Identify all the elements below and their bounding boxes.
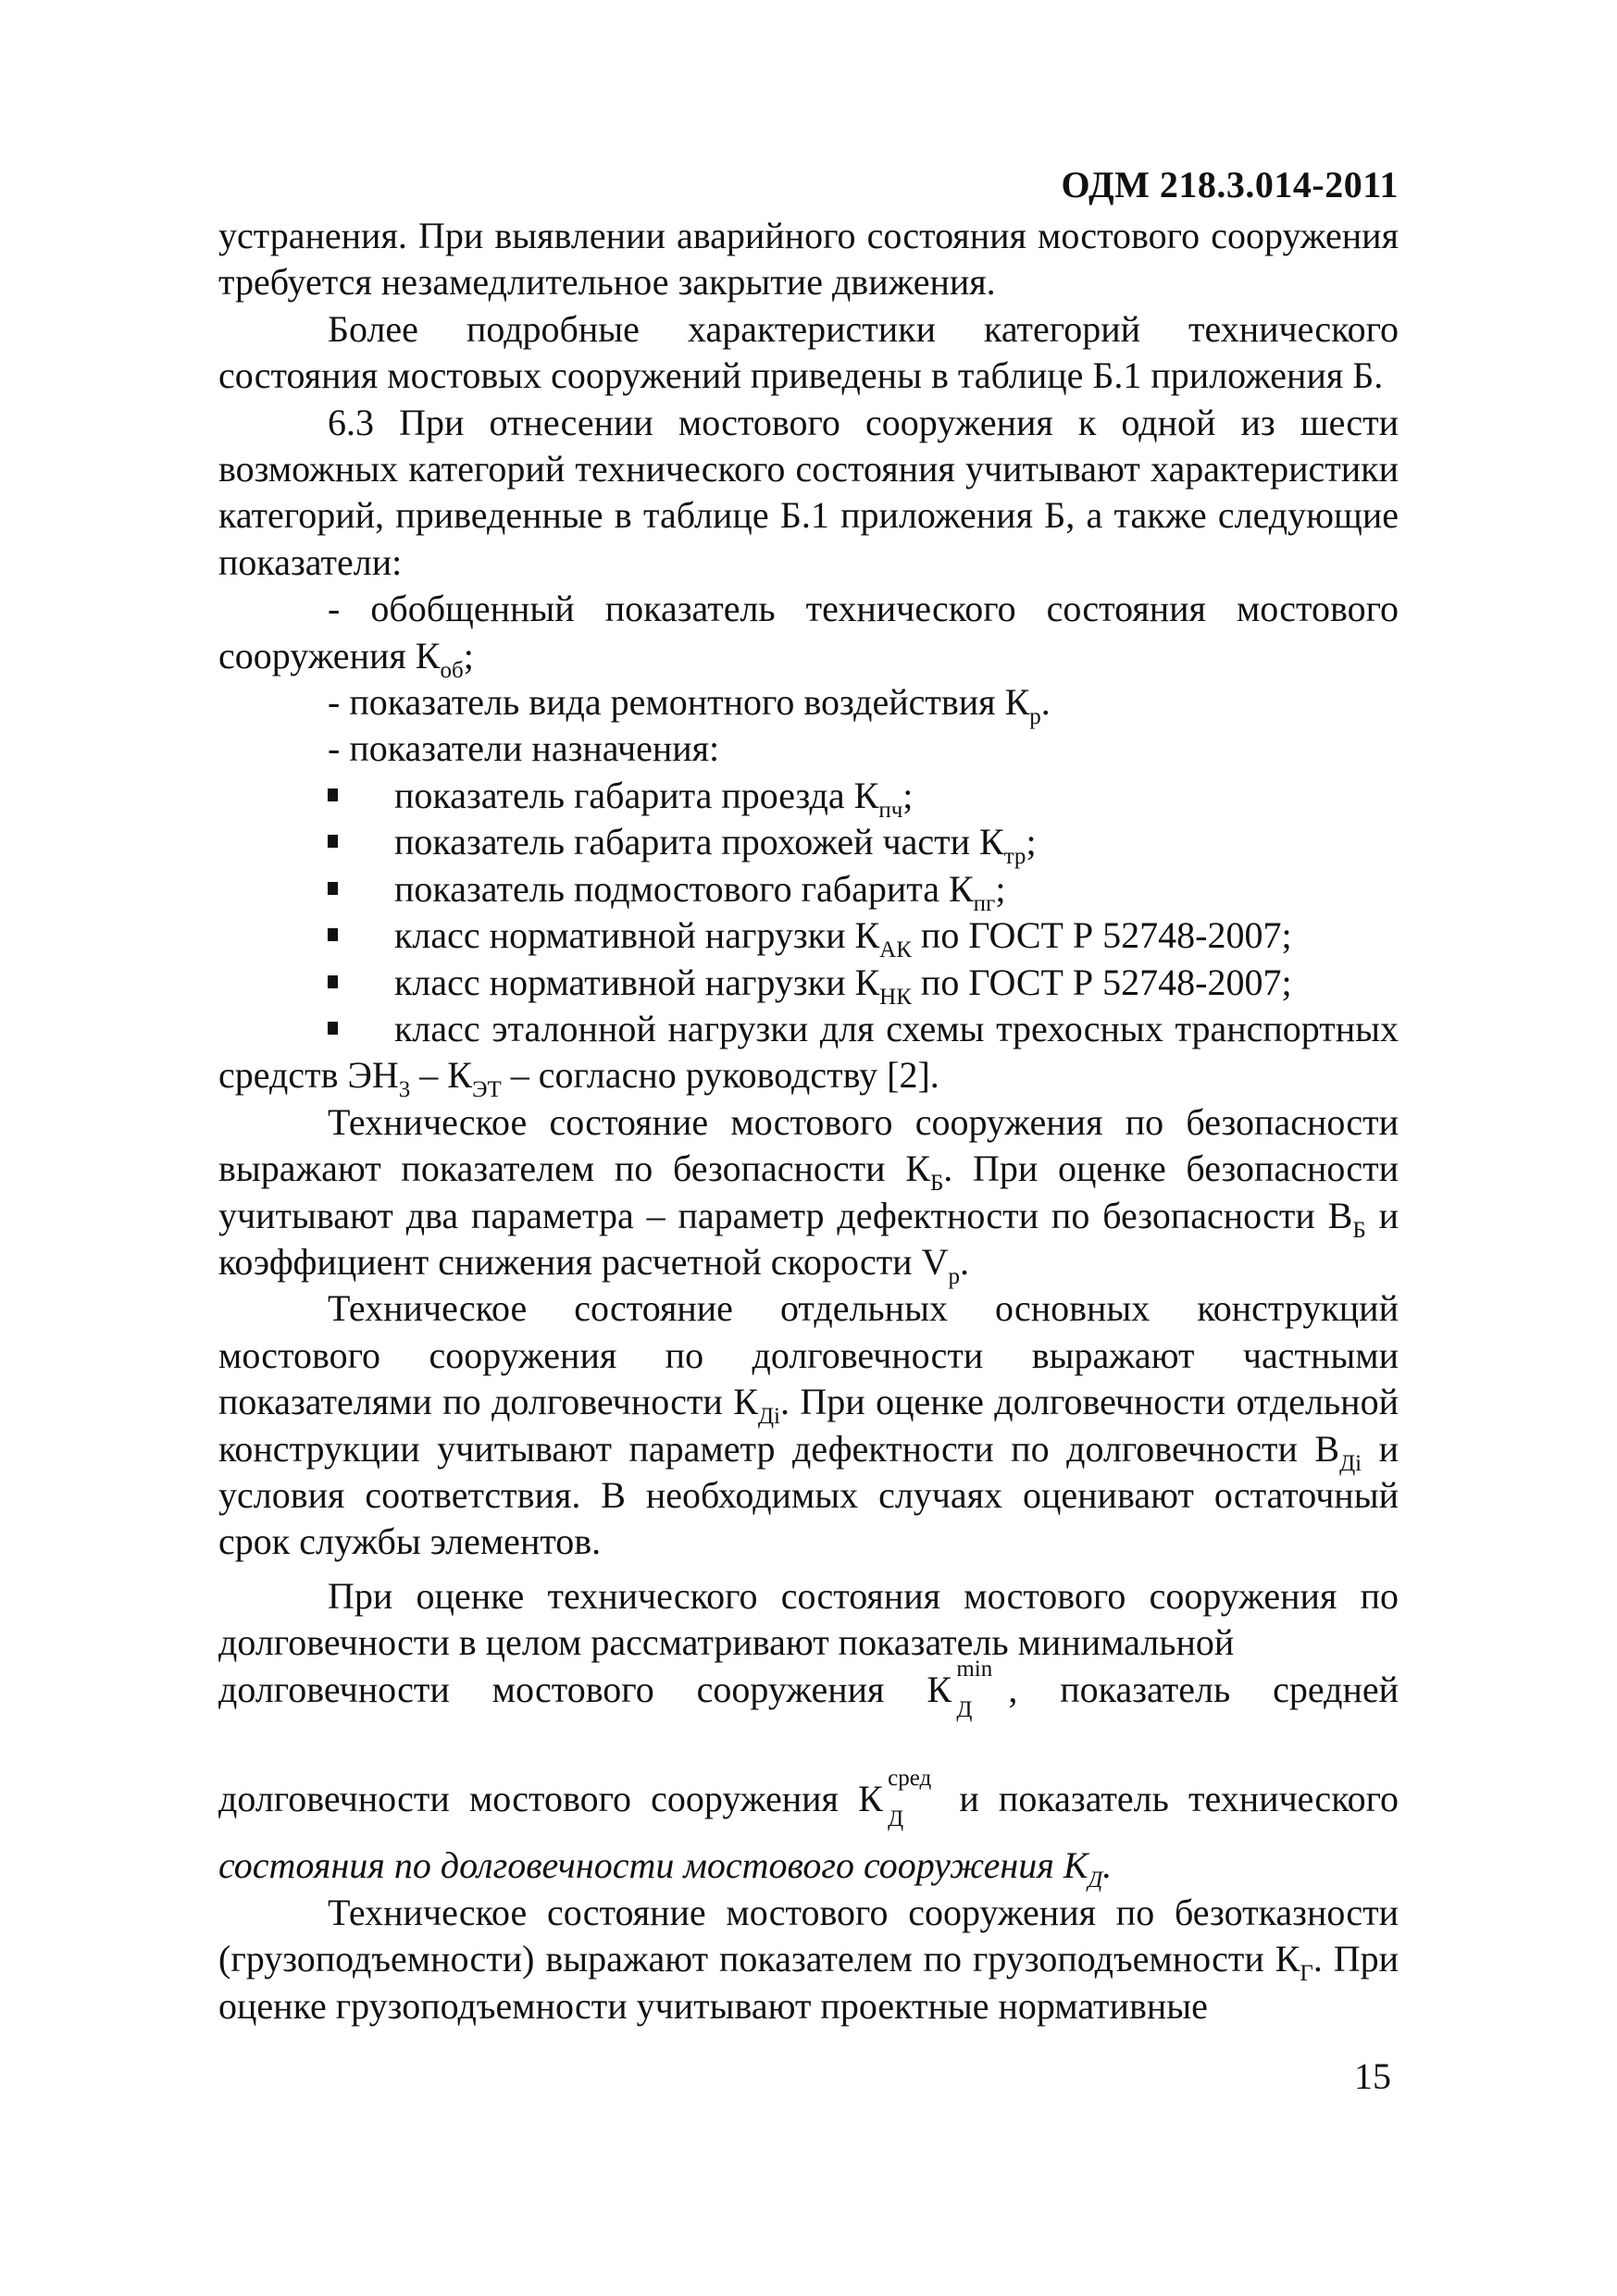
document-code: ОДМ 218.3.014-2011 [1061,164,1399,205]
text-run: показатель подмостового габарита К [394,867,974,910]
subscript: р [1029,704,1041,730]
bullet-item [218,773,1399,823]
paragraph-safety [218,1099,1399,1289]
list-item: - показатели назначения: [328,727,720,770]
list-item [218,586,1399,683]
formula-line [218,1843,1399,1893]
text-run: . [1040,681,1051,724]
text-run: класс нормативной нагрузки К [394,914,880,957]
text-run: долговечности мостового сооружения [218,1778,839,1819]
subscript: пч [878,797,903,823]
text-run: и условия соответствия. В необходимых случаях оценивают остаточный срок службы элементов. [218,1427,1399,1563]
text-run: по ГОСТ Р 52748-2007; [911,914,1292,957]
subscript: тр [1003,844,1026,870]
bullet-item [218,819,1399,870]
bullet-item [218,960,1399,1010]
text-run: класс нормативной нагрузки К [394,961,880,1003]
formula-k-avg [858,1766,939,1831]
subscript: р [948,1263,960,1289]
text-run: состояния по долговечности мостового сооружения К [218,1844,1088,1887]
text-run: долговечности мостового сооружения [218,1668,885,1710]
body-text [218,213,1399,2029]
formula-k-min [927,1656,1008,1722]
text-run: . [1102,1844,1113,1887]
paragraph: Более подробные характеристики категорий технического состояния мостовых сооружений приведены в таблице Б.1 приложения Б. [218,307,1399,397]
subscript: Б [929,1171,944,1197]
paragraph-load-capacity [218,1890,1399,2029]
text-run: – К [410,1054,472,1097]
text-run: - показатель вида ремонтного воздействия К [328,681,1030,724]
text-run: и показатель технического [959,1778,1399,1819]
text-run: класс эталонной нагрузки для схемы трехосных транспортных средств ЭН [218,1007,1399,1097]
text-run: Техническое состояние мостового сооружения по безотказности (грузоподъемности) выражают показателем по грузоподъемности К [218,1891,1399,1980]
text-run: . При оценке долговечности отдельной конструкции учитывают параметр дефектности по долговечности В [218,1381,1399,1470]
subscript: Дi [757,1404,780,1430]
subscript: Дi [1339,1450,1362,1476]
text-run: по ГОСТ Р 52748-2007; [911,961,1292,1003]
formula-line [218,1766,1399,1831]
text-run: показатель габарита проезда К [394,774,879,816]
text-run: , показатель средней [1008,1668,1399,1710]
paragraph-durability [218,1285,1399,1565]
subscript: Д [956,1696,973,1722]
text-run: ; [902,774,914,816]
text-run: . При оценке грузоподъемности учитывают проектные нормативные [218,1938,1399,2027]
list-item [218,679,1399,730]
text-run: ; [995,867,1006,910]
subscript: НК [879,984,912,1010]
formula-symbol: К [858,1778,883,1819]
subscript: 3 [398,1077,411,1103]
formula-line [218,1656,1399,1722]
text-run: Техническое состояние отдельных основных конструкций мостового сооружения по долговечности выражают частными показателями по долговечности К [218,1287,1399,1423]
subscript: Б [1352,1217,1366,1243]
paragraph: устранения. При выявлении аварийного состояния мостового сооружения требуется незамедлительное закрытие движения. [218,215,1399,304]
paragraph-section-6-3: 6.3 При отнесении мостового сооружения к одной из шести возможных категорий технического состояния учитывают характеристики категорий, приведенные в таблице Б.1 приложения Б, а также следующие показатели: [218,401,1399,583]
formula-symbol: К [927,1668,952,1710]
text-run: . При оценке безопасности учитывают два параметра – параметр дефектности по безопасности В [218,1148,1399,1236]
subscript: Д [1088,1868,1103,1893]
bullet-item [218,1006,1399,1103]
text-run: показатель габарита прохожей части К [394,821,1004,863]
subscript: пг [973,890,996,916]
paragraph-overall-durability: При оценке технического состояния мостового сооружения по долговечности в целом рассматривают показатель минимальной [218,1574,1399,1664]
subscript: ЭТ [471,1077,502,1103]
bullet-item [218,912,1399,963]
superscript: min [956,1656,993,1682]
text-run: – согласно руководству [2]. [501,1054,939,1097]
text-run: - обобщенный показатель технического состояния мостового сооружения К [218,588,1399,676]
text-run: и коэффициент снижения расчетной скорости V [218,1194,1399,1283]
page-number: 15 [1354,2055,1391,2097]
bullet-item [218,866,1399,916]
superscript: сред [888,1766,932,1791]
text-run: ; [1026,821,1037,863]
subscript: Д [888,1806,904,1831]
text-run: . [959,1240,969,1283]
subscript: Г [1300,1961,1313,1987]
text-run: ; [463,634,474,676]
subscript: АК [879,937,912,963]
text-run: Техническое состояние мостового сооружения по безопасности выражают показателем по безопасности К [218,1100,1399,1190]
subscript: об [440,657,464,683]
